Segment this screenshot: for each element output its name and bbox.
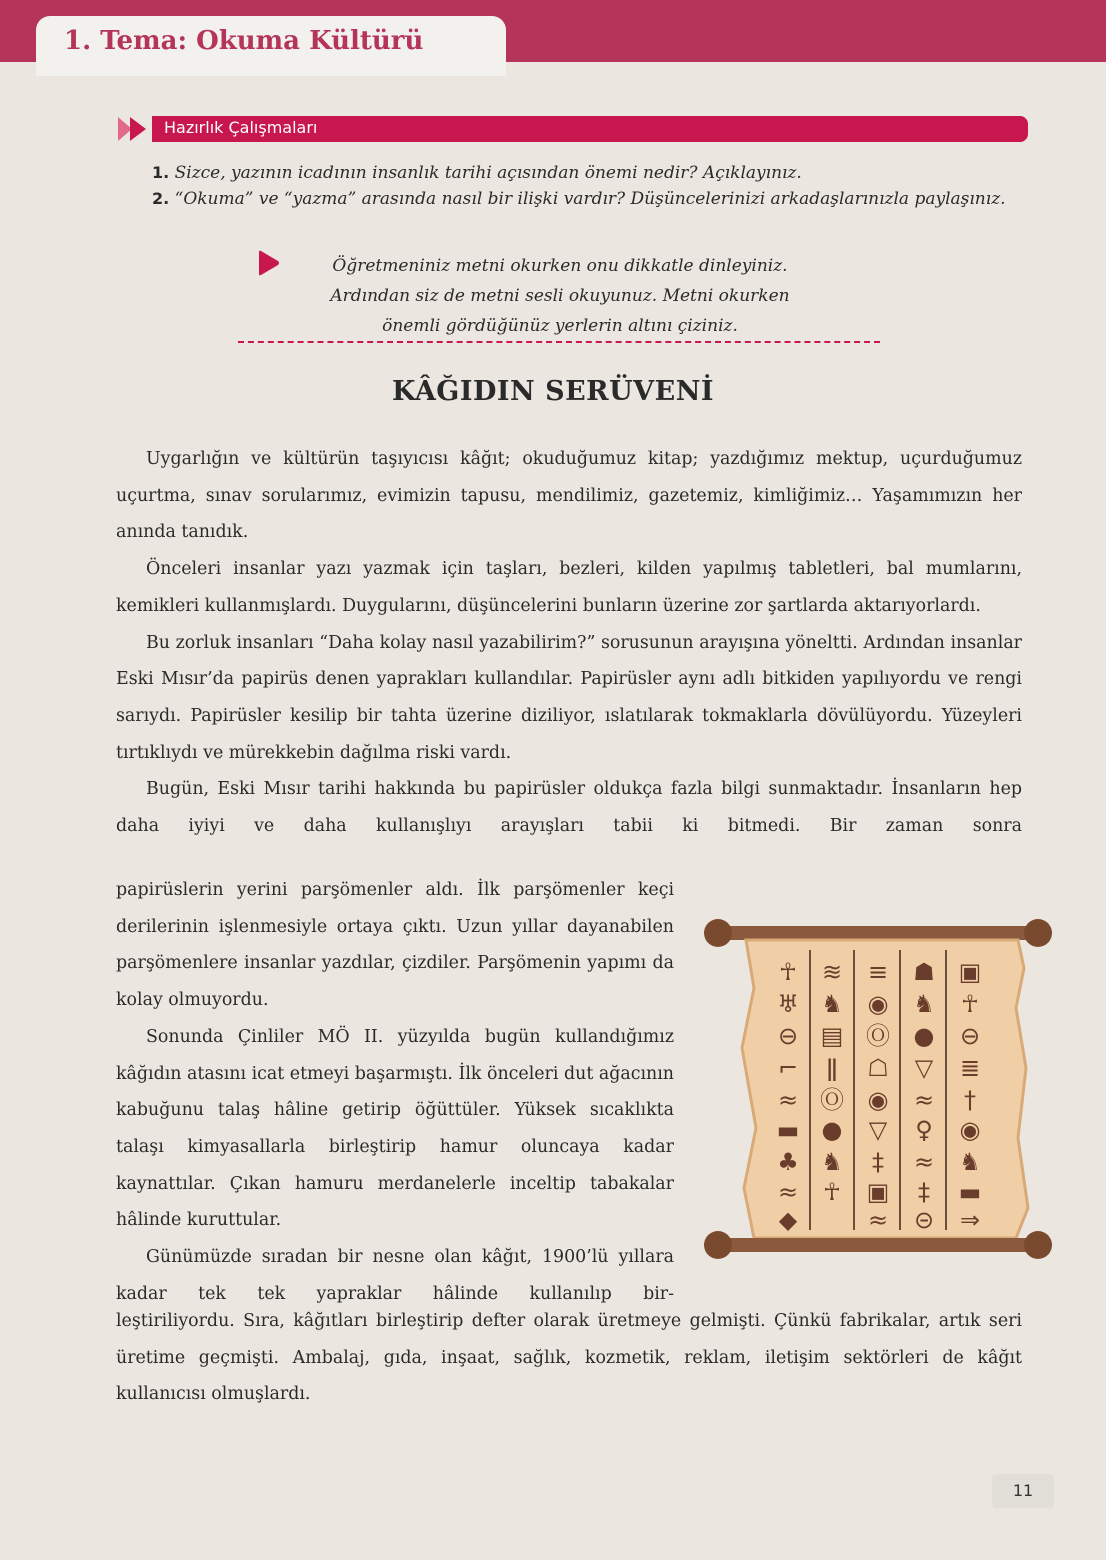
svg-text:⊖: ⊖ [959,1022,981,1050]
svg-text:▬: ▬ [776,1116,800,1144]
question-text: “Okuma” ve “yazma” arasında nasıl bir ilişki vardır? Düşüncelerinizi arkadaşlarınızla paylaşınız. [174,189,1006,209]
svg-text:≈: ≈ [777,1086,799,1114]
svg-text:≈: ≈ [777,1178,799,1206]
svg-text:≈: ≈ [913,1086,935,1114]
paragraph: Sonunda Çinliler MÖ II. yüzyılda bugün kullandığımız kâğıdın atasını icat etmeyi başarmıştı. İlk önceleri dut ağacının kabuğunu talaş hâline getirip öğüttüler. Yüksek sıcaklıkta talaşı kimyasallarla birleştirip hamur oluncaya kadar kaynattılar. Çıkan hamuru merdanelerle inceltip tabakalar hâlinde kuruttular. [116,1026,674,1231]
svg-text:♅: ♅ [777,990,799,1018]
instruction-line: Öğretmeniniz metni okurken onu dikkatle dinleyiniz. [332,256,788,276]
svg-text:♞: ♞ [959,1148,981,1176]
svg-text:⊝: ⊝ [913,1206,935,1234]
svg-text:◉: ◉ [959,1116,981,1144]
svg-text:♀: ♀ [915,1116,933,1144]
svg-text:☗: ☗ [913,958,935,986]
svg-text:▬: ▬ [958,1178,982,1206]
paragraph: Günümüzde sıradan bir nesne olan kâğıt, 1900’lü yıllara kadar tek tek yapraklar hâlinde kullanılıp bir- [116,1247,674,1304]
svg-text:♞: ♞ [821,1148,843,1176]
article-body-bottom [116,1303,1022,1413]
article-title: KÂĞIDIN SERÜVENİ [391,376,715,407]
svg-text:♣: ♣ [777,1148,799,1176]
svg-text:▣: ▣ [866,1178,890,1206]
svg-text:⌐: ⌐ [777,1054,799,1082]
question-number: 2. [152,189,170,208]
svg-text:⇒: ⇒ [959,1206,981,1234]
instruction-line: önemli gördüğünüz yerlerin altını çiziniz. [382,316,738,336]
svg-text:☥: ☥ [961,990,979,1018]
svg-text:▽: ▽ [914,1054,934,1082]
svg-text:≋: ≋ [821,958,843,986]
article-body-top [116,441,1022,845]
svg-text:†: † [964,1086,976,1114]
svg-text:Ⓞ: Ⓞ [820,1086,844,1114]
svg-text:●: ● [913,1022,935,1050]
instruction-line: Ardından siz de metni sesli okuyunuz. Metni okurken [330,286,790,306]
svg-text:≡: ≡ [867,958,889,986]
svg-text:▤: ▤ [820,1022,844,1050]
reading-instruction [236,251,884,341]
svg-text:Ⓞ: Ⓞ [866,1022,890,1050]
svg-text:‡: ‡ [918,1178,930,1206]
svg-text:ǁ: ǁ [826,1054,838,1082]
theme-title: 1. Tema: Okuma Kültürü [64,26,424,56]
article-body-side [116,872,674,1312]
paragraph: Bugün, Eski Mısır tarihi hakkında bu papirüsler oldukça fazla bilgi sunmaktadır. İnsanların hep daha iyiyi ve daha kullanışlıyı arayışları tabii ki bitmedi. Bir zaman sonra [116,779,1022,837]
svg-text:♞: ♞ [913,990,935,1018]
svg-text:≈: ≈ [913,1148,935,1176]
paragraph: papirüslerin yerini parşömenler aldı. İlk parşömenler keçi derilerinin işlenmesiyle ortaya çıktı. Uzun yıllar dayanabilen parşömenlere insanlar yazdılar, çizdiler. Parşömenin yapımı da kolay olmuyordu. [116,880,674,1011]
page-number: 11 [992,1474,1054,1508]
svg-text:≣: ≣ [959,1054,981,1082]
svg-text:≈: ≈ [867,1206,889,1234]
paragraph: leştiriliyordu. Sıra, kâğıtları birleştirip defter olarak üretmeye gelmişti. Çünkü fabrikalar, artık seri üretime geçmişti. Ambalaj, gıda, inşaat, sağlık, kozmetik, reklam, iletişim sektörleri de kâğıt kullanıcısı olmuşlardı. [116,1311,1022,1405]
question-text: Sizce, yazının icadının insanlık tarihi açısından önemi nedir? Açıklayınız. [174,163,802,183]
svg-text:●: ● [821,1116,843,1144]
papyrus-scroll-illustration [698,908,1058,1280]
svg-text:▣: ▣ [958,958,982,986]
prep-questions [152,160,1032,212]
svg-text:◉: ◉ [867,990,889,1018]
svg-text:☥: ☥ [823,1178,841,1206]
question-1 [152,160,1032,186]
question-number: 1. [152,163,170,182]
svg-text:▽: ▽ [868,1116,888,1144]
double-arrow-icon [114,113,156,145]
svg-text:◆: ◆ [778,1206,798,1234]
prep-section-label: Hazırlık Çalışmaları [164,118,318,137]
question-2 [152,186,1032,212]
dashed-divider [238,341,880,343]
svg-text:♞: ♞ [821,990,843,1018]
svg-text:◉: ◉ [867,1086,889,1114]
paragraph: Önceleri insanlar yazı yazmak için taşları, bezleri, kilden yapılmış tabletleri, bal mumlarını, kemikleri kullanmışlardı. Duygularını, düşüncelerini bunların üzerine zor şartlarda aktarıyorlardı. [116,559,1022,616]
paragraph: Uygarlığın ve kültürün taşıyıcısı kâğıt; okuduğumuz kitap; yazdığımız mektup, uçurduğumuz uçurtma, sınav sorularımız, evimizin tapusu, mendilimiz, gazetemiz, kimliğimiz… Yaşamımızın her anında tanıdık. [116,449,1022,543]
svg-text:‡: ‡ [872,1148,884,1176]
svg-text:☖: ☖ [867,1054,889,1082]
svg-text:☥: ☥ [779,958,797,986]
paragraph: Bu zorluk insanları “Daha kolay nasıl yazabilirim?” sorusunun arayışına yöneltti. Ardından insanlar Eski Mısır’da papirüs denen yaprakları kullandılar. Papirüsler aynı adlı bitkiden yapılıyordu ve rengi sarıydı. Papirüsler kesilip bir tahta üzerine diziliyor, ıslatılarak tokmaklarla dövülüyordu. Yüzeyleri tırtıklıydı ve mürekkebin dağılma riski vardı. [116,632,1022,763]
svg-text:⊖: ⊖ [777,1022,799,1050]
